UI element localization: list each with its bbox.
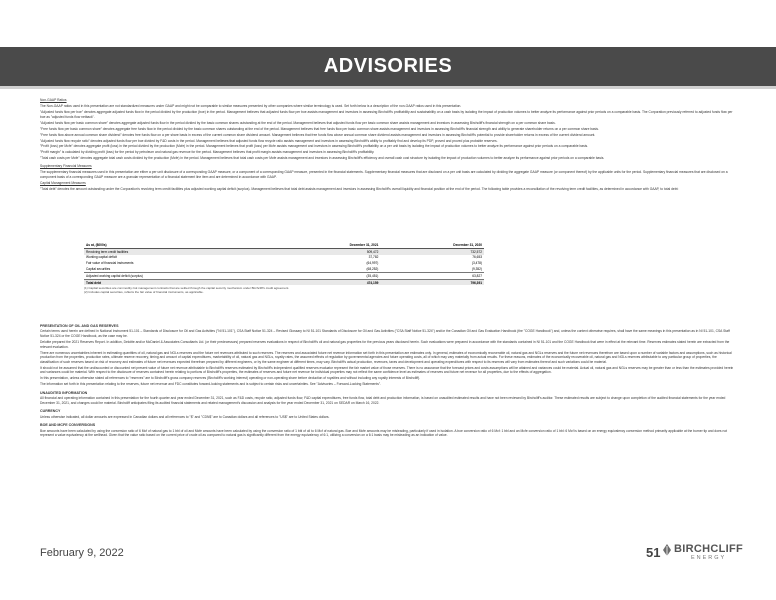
table-header: As at, ($000s) (84, 242, 277, 248)
table-header: December 31, 2020 (380, 242, 484, 248)
cell-2021: 37,782 (368, 255, 379, 260)
logo-wordmark: BIRCHCLIFF (674, 543, 743, 555)
table-notes (84, 286, 484, 294)
cell-2021: (35,451) (277, 272, 381, 279)
table-note: (1) Capital securities are commodity risk management contracts that are settled through the capital security mechanism under Birchcliff's credit agreement. (84, 286, 290, 290)
section-heading: CURRENCY (40, 409, 61, 414)
row-label: Fair value of financial instruments (86, 261, 134, 266)
row-label: Total debt (84, 279, 277, 285)
page-title: ADVISORIES (323, 55, 453, 77)
banner-accent-stripe (0, 86, 776, 89)
section-heading: PRESENTATION OF OIL AND GAS RESERVES (40, 324, 119, 328)
section-paragraph: It should not be assumed that the undiscounted or discounted net present value of future net revenue attributable to Birchcliff's reserves estimated by Birchcliff's independent qualified reserves evaluator represent the fair market value of those reserves. There is no assurance that the forecast prices and costs assumptions will be attained and variances could be material. Actual oil, natural gas and NGLs reserves may be greater than or less than the estimates provided herein and variances could be material. With respect to the disclosure of reserves contained herein relating to portions of Birchcliff's properties, the estimates of reserves and future net revenue for individual properties may not reflect the same confidence level as estimates of reserves and future net revenue for all properties, due to the effects of aggregation. (40, 365, 734, 375)
logo-subtext: ENERGY (691, 555, 727, 561)
company-logo (674, 543, 750, 565)
page-number: 51 (646, 545, 661, 560)
row-label: Revolving term credit facilities (84, 248, 277, 254)
intro-paragraph: "Free funds flow per basic common share" denotes aggregate free funds flow in the period divided by the basic common shares outstanding at the end of the period. Management believes that free funds flow per basic common share assists management and investors in assessing Birchcliff's financial strength and ability to generate shareholder returns on a per common share basis. (40, 126, 599, 131)
section-paragraph: There are numerous uncertainties inherent in estimating quantities of oil, natural gas and NGLs reserves and the future net revenues attributed to such reserves. The reserves and associated future net revenue information set forth in this presentation are estimates only. In general, estimates of economically recoverable oil, natural gas and NGLs reserves and the future net revenues therefrom are based upon a number of variable factors and assumptions, such as historical production from the properties, production rates, ultimate reserve recovery, timing and amount of capital expenditures, marketability of oil, natural gas and NGLs, royalty rates, the assumed effects of regulation by governmental agencies and future operating costs, all of which may vary materially from actual results. For these reasons, estimates of the economically recoverable oil, natural gas and NGLs reserves attributable to any particular group of properties, the classification of such reserves based on risk of recovery and estimates of future net revenues expected therefrom prepared by different engineers, or by the same engineer at different times, may vary. Birchcliff's actual production, revenues, taxes and development and operating expenditures with respect to its reserves will vary from estimates thereof and such variations could be material. (40, 350, 732, 364)
section-paragraph: Boe amounts have been calculated by using the conversion ratio of 6 Mcf of natural gas to 1 bbl of oil and Mcfe amounts have been calculated by using the conversion ratio of 1 bbl of oil to 6 Mcf of natural gas. Boe and Mcfe amounts may be misleading, particularly if used in isolation. A boe conversion ratio of 6 Mcf: 1 bbl and an Mcfe conversion ratio of 1 bbl: 6 Mcf is based on an energy equivalency conversion method primarily applicable at the burner tip and does not represent a value equivalency at the wellhead. Given that the value ratio based on the current price of crude oil as compared to natural gas is significantly different from the energy equivalency of 6:1, utilizing a conversion on a 6:1 basis may be misleading as an indication of value. (40, 428, 728, 438)
intro-paragraph: The Non-GAAP ratios used in this presentation are not standardized measures under GAAP and might not be comparable to similar measures presented by other companies where similar terminology is used. Set forth below is a description of the non-GAAP ratios used in this presentation. (40, 103, 462, 108)
cell-2021: (68,252) (366, 267, 379, 272)
cell-2020: 732,572 (380, 248, 484, 254)
cell-2021: (64,997) (366, 261, 379, 266)
row-label: Capital securities (86, 267, 111, 272)
intro-paragraph: "Adjusted funds flow recycle ratio" denotes adjusted funds flow per boe divided by F&D costs in the period. Management believes that adjusted funds flow recycle ratio assists management and investors in assessing Birchcliff's ability to profitably find and develop its PDP, proved and proved plus probable reserves. (40, 138, 498, 143)
table-note: (2) Includes capital securities, reflects the fair value of financial instruments, as applicable. (84, 290, 204, 295)
section-paragraph: The information set forth in this presentation relating to the reserves, future net revenue and FDC constitutes forward-looking statements and is subject to certain risks and uncertainties. See "Advisories – Forward-Looking Statements". (40, 382, 381, 387)
cell-2020: 76,653 (472, 255, 482, 260)
birch-leaf-icon (662, 544, 672, 556)
intro-paragraph: "Total cash costs per Mcfe" denotes aggregate total cash costs divided by the production (Mcfe) in the period. Management believes that total cash costs per Mcfe assists management and investors in assessing Birchcliff's efficiency and overall cash cost structure by isolating the impact of production volumes to better analyze its performance against prior periods on a comparable basis. (40, 156, 605, 161)
intro-paragraph: "Profit margin" is calculated by dividing profit (loss) for the period by petroleum and natural gas revenue for the period. Management believes that profit margin assists management and investors in assessing Birchcliff's profitability. (40, 150, 375, 155)
footer-date: February 9, 2022 (40, 547, 124, 559)
table-row-total (84, 279, 484, 285)
cell-2020: 796,391 (380, 279, 484, 285)
section-paragraph: All financial and operating information contained in this presentation for the fourth quarter and year ended December 31, 2021, such as F&D costs, recycle ratio, adjusted funds flow, F&D capital expenditures, free funds flow, total debt and production information, is based on unaudited estimated results and have not been reviewed by Birchcliff's auditor. These estimated results are subject to change upon completion of the audited financial statements for the year ended December 31, 2021, and changes could be material. Birchcliff anticipates filing its audited financial statements and related management's discussion and analysis for the year ended December 31, 2021 on SEDAR on March 16, 2022. (40, 396, 726, 405)
capital-heading: Capital Management Measures (40, 180, 86, 185)
section-heading: UNAUDITED INFORMATION (40, 390, 88, 395)
lower-content (40, 320, 736, 439)
section-paragraph: In this presentation, unless otherwise stated all references to "reserves" are to Birchcliff's gross company reserves (Birchcliff's working interest) operating or non-operating share before deduction of royalties and without including any royalty interests of Birchcliff). (40, 376, 421, 381)
cell-2020: (3,478) (471, 261, 482, 266)
row-label: Working capital deficit (86, 255, 117, 260)
intro-paragraph: "Profit (loss) per Mcfe" denotes aggregate profit (loss) in the period divided by the production (Mcfe) in the period. Management believes that profit (loss) per Mcfe assists management and investors in assessing Birchcliff's profitability on a per unit basis by isolating the impact of production volumes to better analyze its performance against prior periods on a comparable basis. (40, 144, 589, 149)
section-paragraph: Unless otherwise indicated, all dollar amounts are expressed in Canadian dollars and all references to "$" and "CDN$" are to Canadian dollars and all references to "US$" are to United States dollars. (40, 414, 330, 419)
non-gaap-heading: Non-GAAP Ratios (40, 98, 67, 102)
section-paragraph: Deloitte prepared the 2021 Reserves Report. In addition, Deloitte and/or McDaniel & Associates Consultants Ltd. (or their predecessors) prepared reserves evaluations in respect of Birchcliff's oil and natural gas properties for the previous years disclosed herein. Such evaluations were prepared in accordance with the standards contained in NI 51-101 and the COGE Handbook that were in effect at the relevant time. Reserves estimates stated herein are extracted from the relevant evaluation. (40, 339, 730, 349)
upper-content (40, 98, 736, 193)
cell-2020: 63,827 (380, 272, 484, 279)
section-paragraph: Certain terms used herein are defined in National Instrument 51-101 – Standards of Disclosure for Oil and Gas Activities ("NI 51-101"), CSA Staff Notice 51-324 – Revised Glossary to NI 51-101 Standards of Disclosure for Oil and Gas Activities ("CSA Staff Notice 51-324") and/or the Canadian Oil and Gas Evaluation Handbook (the "COGE Handbook") and, unless the context otherwise requires, shall have the same meanings in this presentation as in NI 51-101, CSA Staff Notice 51-324 or the COGE Handbook, as the case may be. (40, 329, 730, 338)
intro-paragraph: "Adjusted funds flow per basic common share" denotes aggregate adjusted funds flow in the period divided by the basic common shares outstanding at the end of the period. Management believes that adjusted funds flow per basic common share assists management and investors in assessing Birchcliff's financial strength on a per common share basis. (40, 120, 556, 125)
table-header: December 31, 2021 (277, 242, 381, 248)
intro-paragraph: "Free funds flow above annual common share dividend" denotes free funds flow on a per share basis in excess of the current common share dividend amount. Management believes that free funds flow above annual common share dividend assists management and investors in assessing Birchcliff's potential to provide shareholder returns in excess of the current dividend amount. (40, 132, 596, 137)
intro-paragraph: "Adjusted funds flow per boe" denotes aggregate adjusted funds flow in the period divided by the production (boe) in the period. Management believes that adjusted funds flow per boe assists management and investors in assessing Birchcliff's profitability and sustainability on a cash basis by isolating the impact of production volumes to better analyze its performance against prior periods on a comparable basis. The Corporation previously referred to adjusted funds flow per boe as "adjusted funds flow netback". (40, 109, 733, 119)
supplementary-paragraph: The supplementary financial measures used in this presentation are either a per unit disclosure of a corresponding GAAP measure, or a component of a corresponding GAAP measure, presented in the financial statements. Supplementary financial measures that are disclosed on a per unit basis are calculated by dividing the aggregate GAAP measure (or component thereof) by the applicable units for the period. Supplementary financial measures that are disclosed on a component basis of a corresponding GAAP measure are a granular representation of a financial statement line item and are determined in accordance with GAAP. (40, 170, 728, 179)
section-heading: BOE AND MCFE CONVERSIONS (40, 423, 96, 428)
row-label: Adjusted working capital deficit (surplus) (84, 272, 277, 279)
cell-2021: 509,472 (277, 248, 381, 254)
table-row (84, 272, 484, 279)
title-banner (0, 47, 776, 89)
total-debt-table (84, 242, 484, 285)
supplementary-heading: Supplementary Financial Measures (40, 164, 92, 169)
cell-2021: 474,159 (277, 279, 381, 285)
capital-paragraph: "Total debt" denotes the amount outstanding under the Corporation's revolving term credit facilities plus adjusted working capital deficit (surplus). Management believes that total debt assists management and investors in assessing Birchcliff's overall liquidity and financial position at the end of the period. The following table provides a reconciliation of the revolving term credit facilities, as determined in accordance with GAAP, to total debt: (40, 186, 679, 191)
cell-2020: (9,352) (471, 267, 482, 272)
